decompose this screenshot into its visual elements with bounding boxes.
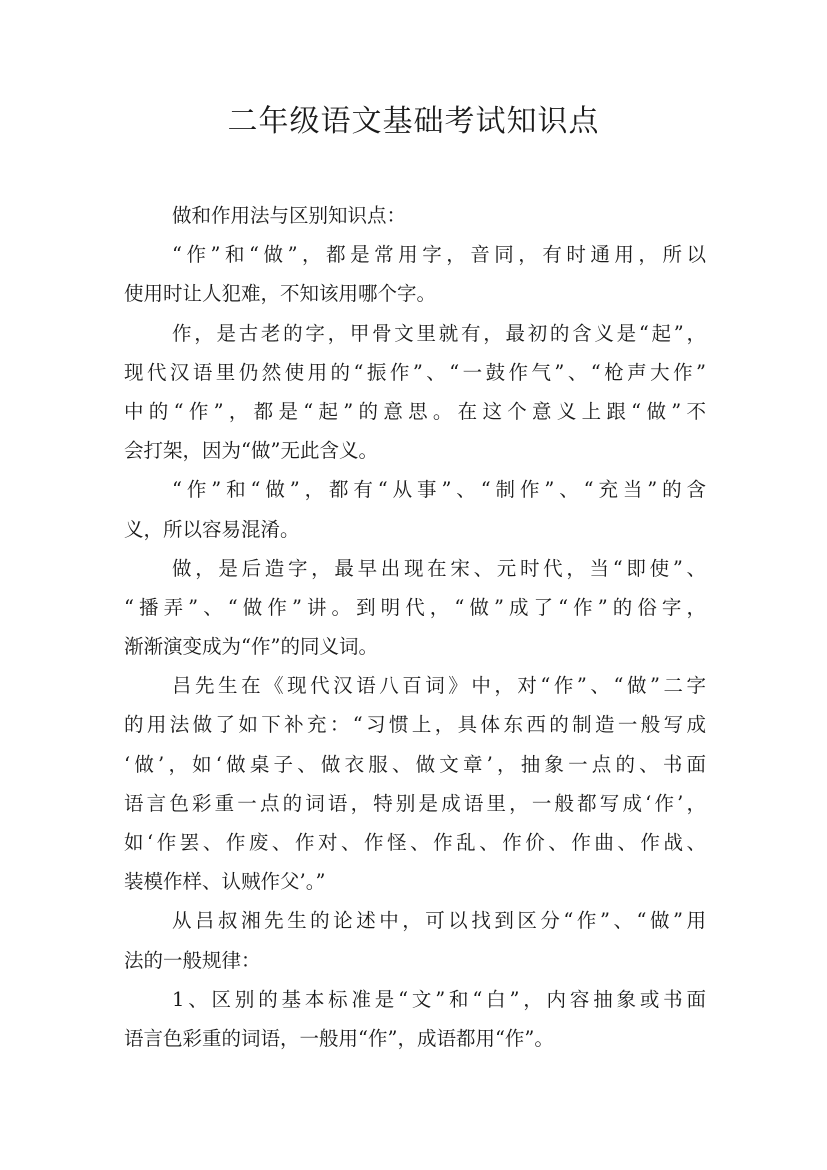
text-line: 做和作用法与区别知识点：	[172, 204, 407, 227]
text-line: 语言色彩重的词语，一般用“作”，成语都用“作”。	[124, 1026, 554, 1050]
text-line: ‘做’，如‘做桌子、做衣服、做文章’，抽象一点的、书面	[124, 752, 706, 776]
text-line: 吕先生在《现代汉语八百词》中，对“作”、“做”二字	[172, 674, 706, 698]
text-line: 中的“作”，都是“起”的意思。在这个意义上跟“做”不	[124, 399, 706, 423]
document-body	[124, 196, 706, 1058]
page-title: 二年级语文基础考试知识点	[227, 104, 600, 139]
text-line: 1、区别的基本标准是“文”和“白”，内容抽象或书面	[172, 987, 706, 1011]
text-line: “作”和“做”，都是常用字，音同，有时通用，所以	[172, 243, 706, 267]
text-line: 作，是古老的字，甲骨文里就有，最初的含义是“起”，	[172, 321, 706, 345]
text-line: “播弄”、“做作”讲。到明代，“做”成了“作”的俗字，	[124, 595, 706, 619]
text-line: 装模作样、认贼作父’。”	[124, 870, 326, 894]
text-line: 法的一般规律：	[124, 948, 261, 972]
text-line: 做，是后造字，最早出现在宋、元时代，当“即使”、	[172, 556, 706, 580]
text-line: 义，所以容易混淆。	[124, 517, 300, 541]
text-line: 语言色彩重一点的词语，特别是成语里，一般都写成‘作’，	[124, 791, 706, 815]
text-line: 会打架，因为“做”无此含义。	[124, 439, 378, 463]
text-line: 的用法做了如下补充：“习惯上，具体东西的制造一般写成	[124, 713, 706, 737]
text-line: 如‘作罢、作废、作对、作怪、作乱、作价、作曲、作战、	[124, 831, 706, 854]
text-line: 渐渐演变成为“作”的同义词。	[124, 635, 378, 659]
text-line: 现代汉语里仍然使用的“振作”、“一鼓作气”、“枪声大作”	[124, 360, 706, 384]
text-line: “作”和“做”，都有“从事”、“制作”、“充当”的含	[172, 478, 706, 502]
text-line: 从吕叔湘先生的论述中，可以找到区分“作”、“做”用	[172, 909, 706, 933]
text-line: 使用时让人犯难，不知该用哪个字。	[124, 282, 437, 306]
